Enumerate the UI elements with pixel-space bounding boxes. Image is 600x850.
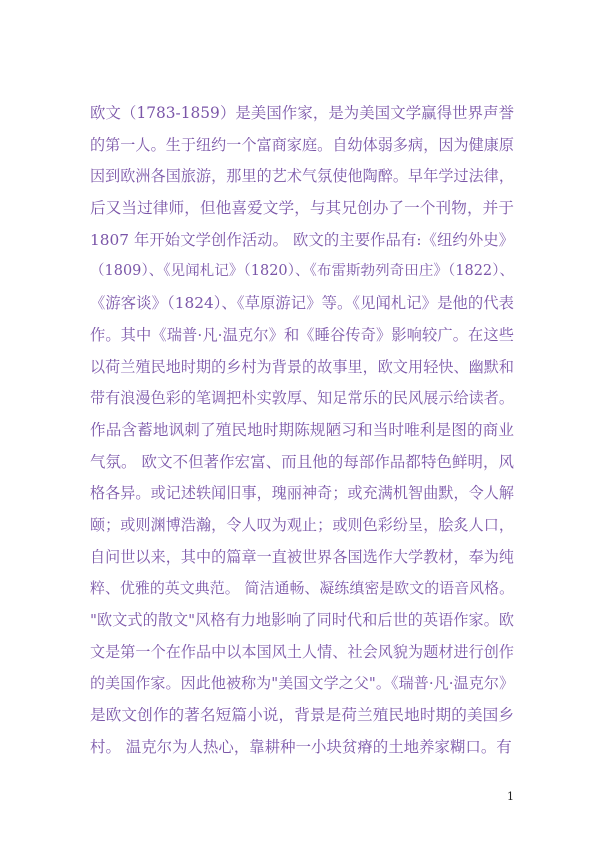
text-line: 格各异。或记述轶闻旧事，瑰丽神奇；或充满机智曲默，令人解 <box>90 484 514 503</box>
text-line: 欧文（1783-1859）是美国作家，是为美国文学赢得世界声誉 <box>90 104 514 122</box>
text-line: 后又当过律师，但他喜爱文学，与其兄创办了一个刊物，并于 <box>90 199 514 218</box>
text-line: 以荷兰殖民地时期的乡村为背景的故事里，欧文用轻快、幽默和 <box>90 357 514 376</box>
text-line: 自问世以来，其中的篇章一直被世界各国选作大学教材，奉为纯 <box>90 547 514 566</box>
page-number: 1 <box>507 790 514 803</box>
text-line: "欧文式的散文"风格有力地影响了同时代和后世的英语作家。欧 <box>90 611 514 629</box>
text-line: （1809）、《见闻札记》（1820）、《布雷斯勃列奇田庄》（1822）、 <box>90 263 514 280</box>
text-line: 《游客谈》（1824）、《草原游记》等。《见闻札记》是他的代表 <box>90 294 514 313</box>
text-line: 文是第一个在作品中以本国风土人情、社会风貌为题材进行创作 <box>90 642 514 661</box>
text-line: 村。 温克尔为人热心，靠耕种一小块贫瘠的土地养家糊口。有 <box>90 737 512 756</box>
body-text <box>90 98 514 763</box>
text-line: 1807 年开始文学创作活动。 欧文的主要作品有:《纽约外史》 <box>90 230 514 249</box>
text-line: 是欧文创作的著名短篇小说，背景是荷兰殖民地时期的美国乡 <box>90 706 514 725</box>
text-line: 气氛。 欧文不但著作宏富、而且他的每部作品都特色鲜明，风 <box>90 452 514 471</box>
text-line: 带有浪漫色彩的笔调把朴实敦厚、知足常乐的民风展示给读者。 <box>90 389 514 408</box>
text-line: 粹、优雅的英文典范。 简洁通畅、凝练缜密是欧文的语音风格。 <box>90 579 514 598</box>
text-line: 的美国作家。因此他被称为"美国文学之父"。《瑞普·凡·温克尔》 <box>90 674 514 693</box>
text-line: 作品含蓄地讽刺了殖民地时期陈规陋习和当时唯利是图的商业 <box>90 420 514 439</box>
text-line: 作。其中《瑞普·凡·温克尔》和《睡谷传奇》影响较广。在这些 <box>90 325 514 344</box>
text-line: 的第一人。生于纽约一个富商家庭。自幼体弱多病，因为健康原 <box>90 135 514 154</box>
text-line: 因到欧洲各国旅游，那里的艺术气氛使他陶醉。早年学过法律， <box>90 167 514 186</box>
text-line: 颐；或则渊博浩瀚，令人叹为观止；或则色彩纷呈，脍炙人口， <box>90 515 514 534</box>
